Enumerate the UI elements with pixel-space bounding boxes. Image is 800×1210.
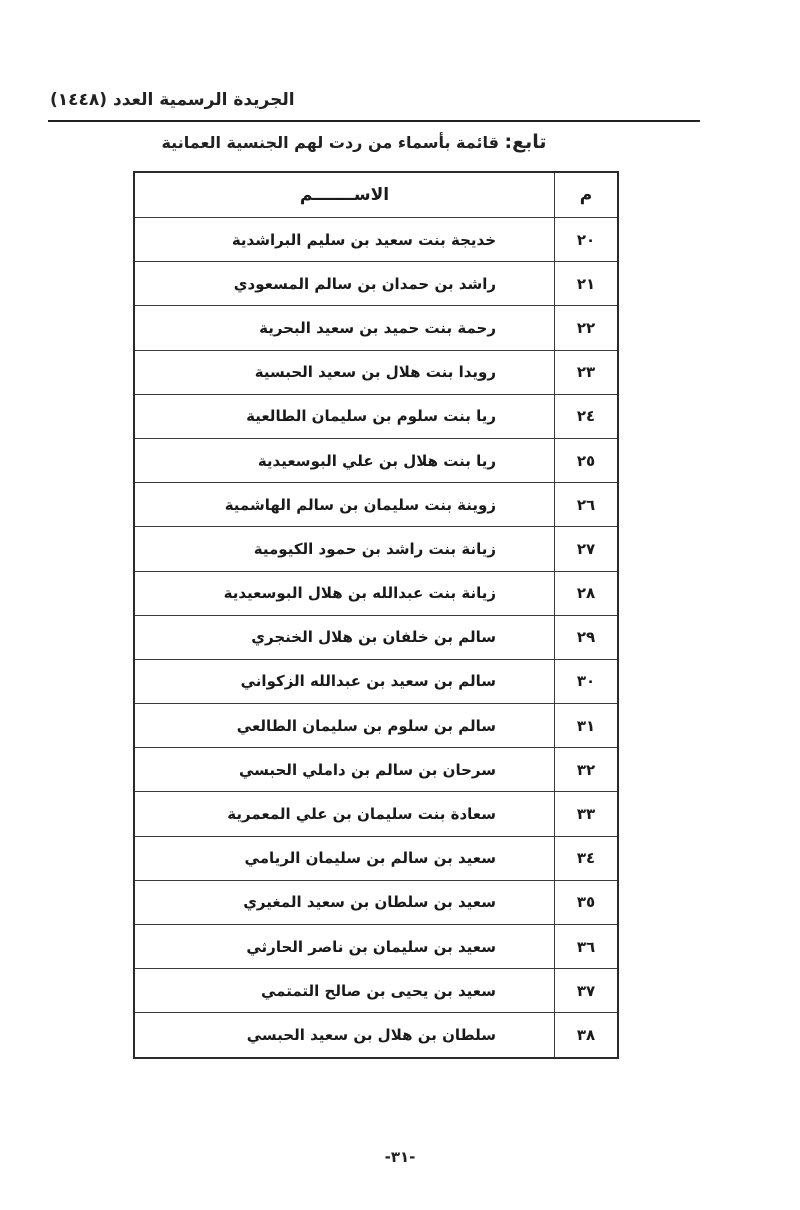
row-name: سالم بن سعيد بن عبدالله الزكواني: [134, 659, 555, 703]
row-number: ٣٦: [555, 925, 619, 969]
table-row: [134, 615, 618, 659]
row-name: زيانة بنت عبدالله بن هلال البوسعيدية: [134, 571, 555, 615]
row-name: خديجة بنت سعيد بن سليم البراشدية: [134, 218, 555, 262]
table-row: [134, 969, 618, 1013]
row-name: سعادة بنت سليمان بن علي المعمرية: [134, 792, 555, 836]
row-number: ٣٢: [555, 748, 619, 792]
row-number: ٣٤: [555, 836, 619, 880]
gazette-issue-title: الجريدة الرسمية العدد (١٤٤٨): [50, 90, 295, 110]
table-row: [134, 748, 618, 792]
row-name: سرحان بن سالم بن داملي الحبسي: [134, 748, 555, 792]
table-row: [134, 704, 618, 748]
list-title: [130, 131, 578, 153]
table-row: [134, 394, 618, 438]
row-name: ريا بنت سلوم بن سليمان الطالعية: [134, 394, 555, 438]
row-name: رويدا بنت هلال بن سعيد الحبسية: [134, 350, 555, 394]
row-name: سالم بن سلوم بن سليمان الطالعي: [134, 704, 555, 748]
row-number: ٢٢: [555, 306, 619, 350]
row-number: ٣٧: [555, 969, 619, 1013]
list-title-text: قائمة بأسماء من ردت لهم الجنسية العمانية: [161, 133, 499, 152]
table-row: [134, 350, 618, 394]
row-name: سعيد بن سلطان بن سعيد المغيري: [134, 880, 555, 924]
row-name: سعيد بن يحيى بن صالح التمتمي: [134, 969, 555, 1013]
row-number: ٣٣: [555, 792, 619, 836]
table-row: [134, 218, 618, 262]
row-name: سعيد بن سليمان بن ناصر الحارثي: [134, 925, 555, 969]
list-title-lead: تابع:: [504, 131, 547, 153]
row-number: ٣٥: [555, 880, 619, 924]
table-row: [134, 836, 618, 880]
row-name: ريا بنت هلال بن علي البوسعيدية: [134, 438, 555, 482]
table-row: [134, 483, 618, 527]
table-row: [134, 306, 618, 350]
row-number: ٢٨: [555, 571, 619, 615]
table-header-row: [134, 172, 618, 218]
row-number: ٢٠: [555, 218, 619, 262]
column-header-number: م: [555, 172, 619, 218]
row-name: راشد بن حمدان بن سالم المسعودي: [134, 262, 555, 306]
table-row: [134, 262, 618, 306]
row-name: سعيد بن سالم بن سليمان الريامي: [134, 836, 555, 880]
row-name: سلطان بن هلال بن سعيد الحبسي: [134, 1013, 555, 1058]
running-header: [50, 90, 350, 110]
row-number: ٢٤: [555, 394, 619, 438]
row-name: سالم بن خلفان بن هلال الخنجري: [134, 615, 555, 659]
row-number: ٣٨: [555, 1013, 619, 1058]
page-number: -٣١-: [384, 1148, 416, 1166]
table-row: [134, 1013, 618, 1058]
column-header-name: الاســـــــم: [134, 172, 555, 218]
row-name: رحمة بنت حميد بن سعيد البحرية: [134, 306, 555, 350]
table-row: [134, 571, 618, 615]
row-name: زيانة بنت راشد بن حمود الكيومية: [134, 527, 555, 571]
table-row: [134, 792, 618, 836]
table-row: [134, 527, 618, 571]
row-number: ٢٥: [555, 438, 619, 482]
row-number: ٢٦: [555, 483, 619, 527]
table-row: [134, 659, 618, 703]
row-number: ٢٧: [555, 527, 619, 571]
table-body: [134, 218, 618, 1058]
table-row: [134, 925, 618, 969]
table-row: [134, 880, 618, 924]
names-table: [133, 171, 619, 1059]
table-row: [134, 438, 618, 482]
row-number: ٢٣: [555, 350, 619, 394]
header-divider: [48, 120, 700, 122]
row-number: ٣١: [555, 704, 619, 748]
row-number: ٢١: [555, 262, 619, 306]
row-number: ٢٩: [555, 615, 619, 659]
row-name: زوينة بنت سليمان بن سالم الهاشمية: [134, 483, 555, 527]
row-number: ٣٠: [555, 659, 619, 703]
